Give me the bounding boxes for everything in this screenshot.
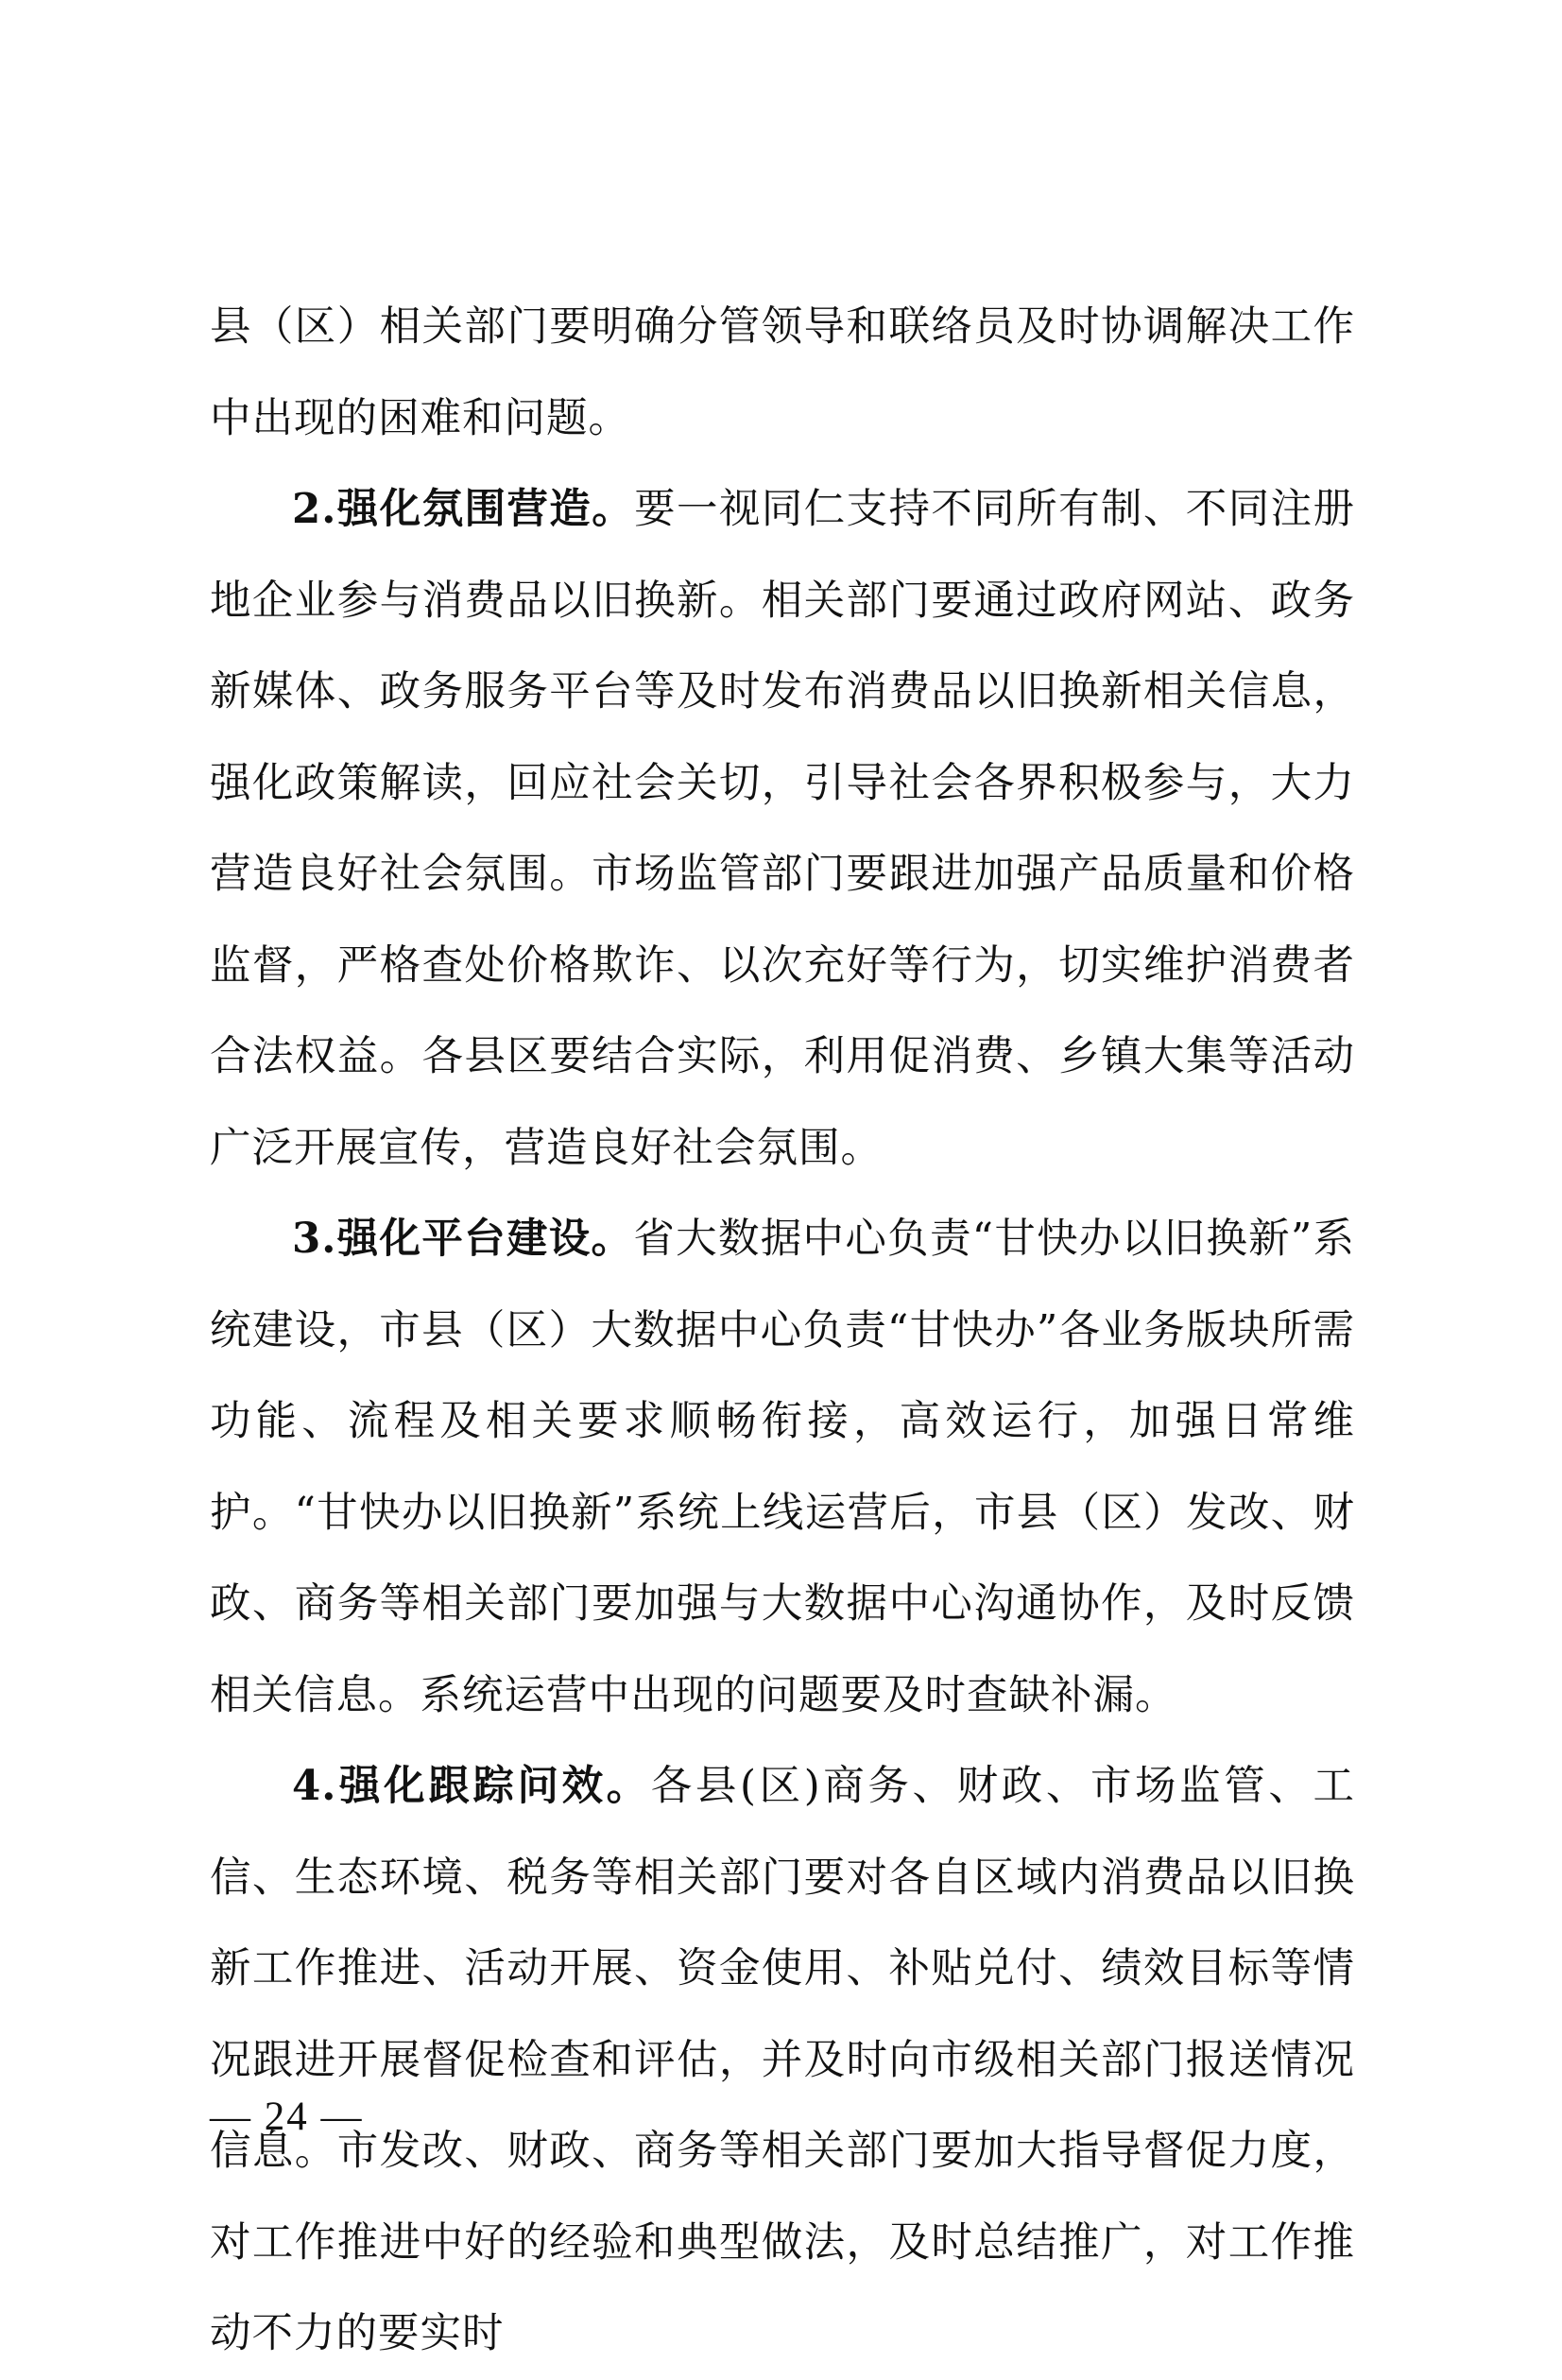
document-body (210, 282, 1355, 2380)
paragraph-tracking (210, 1741, 1355, 2380)
paragraph-heading: 3.强化平台建设。 (292, 1215, 634, 1263)
paragraph-heading: 2.强化氛围营造。 (292, 485, 635, 533)
paragraph-text: 省大数据中心负责“甘快办以旧换新”系统建设，市县（区）大数据中心负责“甘快办”各业务版块所需功能、流程及相关要求顺畅衔接，高效运行，加强日常维护。“甘快办以旧换新”系统上线运营后，市县（区）发改、财政、商务等相关部门要加强与大数据中心沟通协作，及时反馈相关信息。系统运营中出现的问题要及时查缺补漏。 (210, 1216, 1355, 1719)
paragraph-text: 要一视同仁支持不同所有制、不同注册地企业参与消费品以旧换新。相关部门要通过政府网站、政务新媒体、政务服务平台等及时发布消费品以旧换新相关信息，强化政策解读，回应社会关切，引导社会各界积极参与，大力营造良好社会氛围。市场监管部门要跟进加强产品质量和价格监督，严格查处价格欺诈、以次充好等行为，切实维护消费者合法权益。各县区要结合实际，利用促消费、乡镇大集等活动广泛开展宣传，营造良好社会氛围。 (210, 486, 1355, 1172)
paragraph-intro-continuation (210, 282, 1355, 464)
paragraph-heading: 4.强化跟踪问效。 (292, 1762, 651, 1810)
page-number: — 24 — (210, 2095, 364, 2139)
paragraph-text: 县（区）相关部门要明确分管领导和联络员及时协调解决工作中出现的困难和问题。 (210, 303, 1355, 442)
paragraph-text: 各县(区)商务、财政、市场监管、工信、生态环境、税务等相关部门要对各自区域内消费品以旧换新工作推进、活动开展、资金使用、补贴兑付、绩效目标等情况跟进开展督促检查和评估，并及时向市级相关部门报送情况信息。市发改、财政、商务等相关部门要加大指导督促力度，对工作推进中好的经验和典型做法，及时总结推广，对工作推动不力的要实时 (210, 1763, 1355, 2357)
paragraph-platform (210, 1194, 1355, 1741)
paragraph-atmosphere (210, 464, 1355, 1194)
